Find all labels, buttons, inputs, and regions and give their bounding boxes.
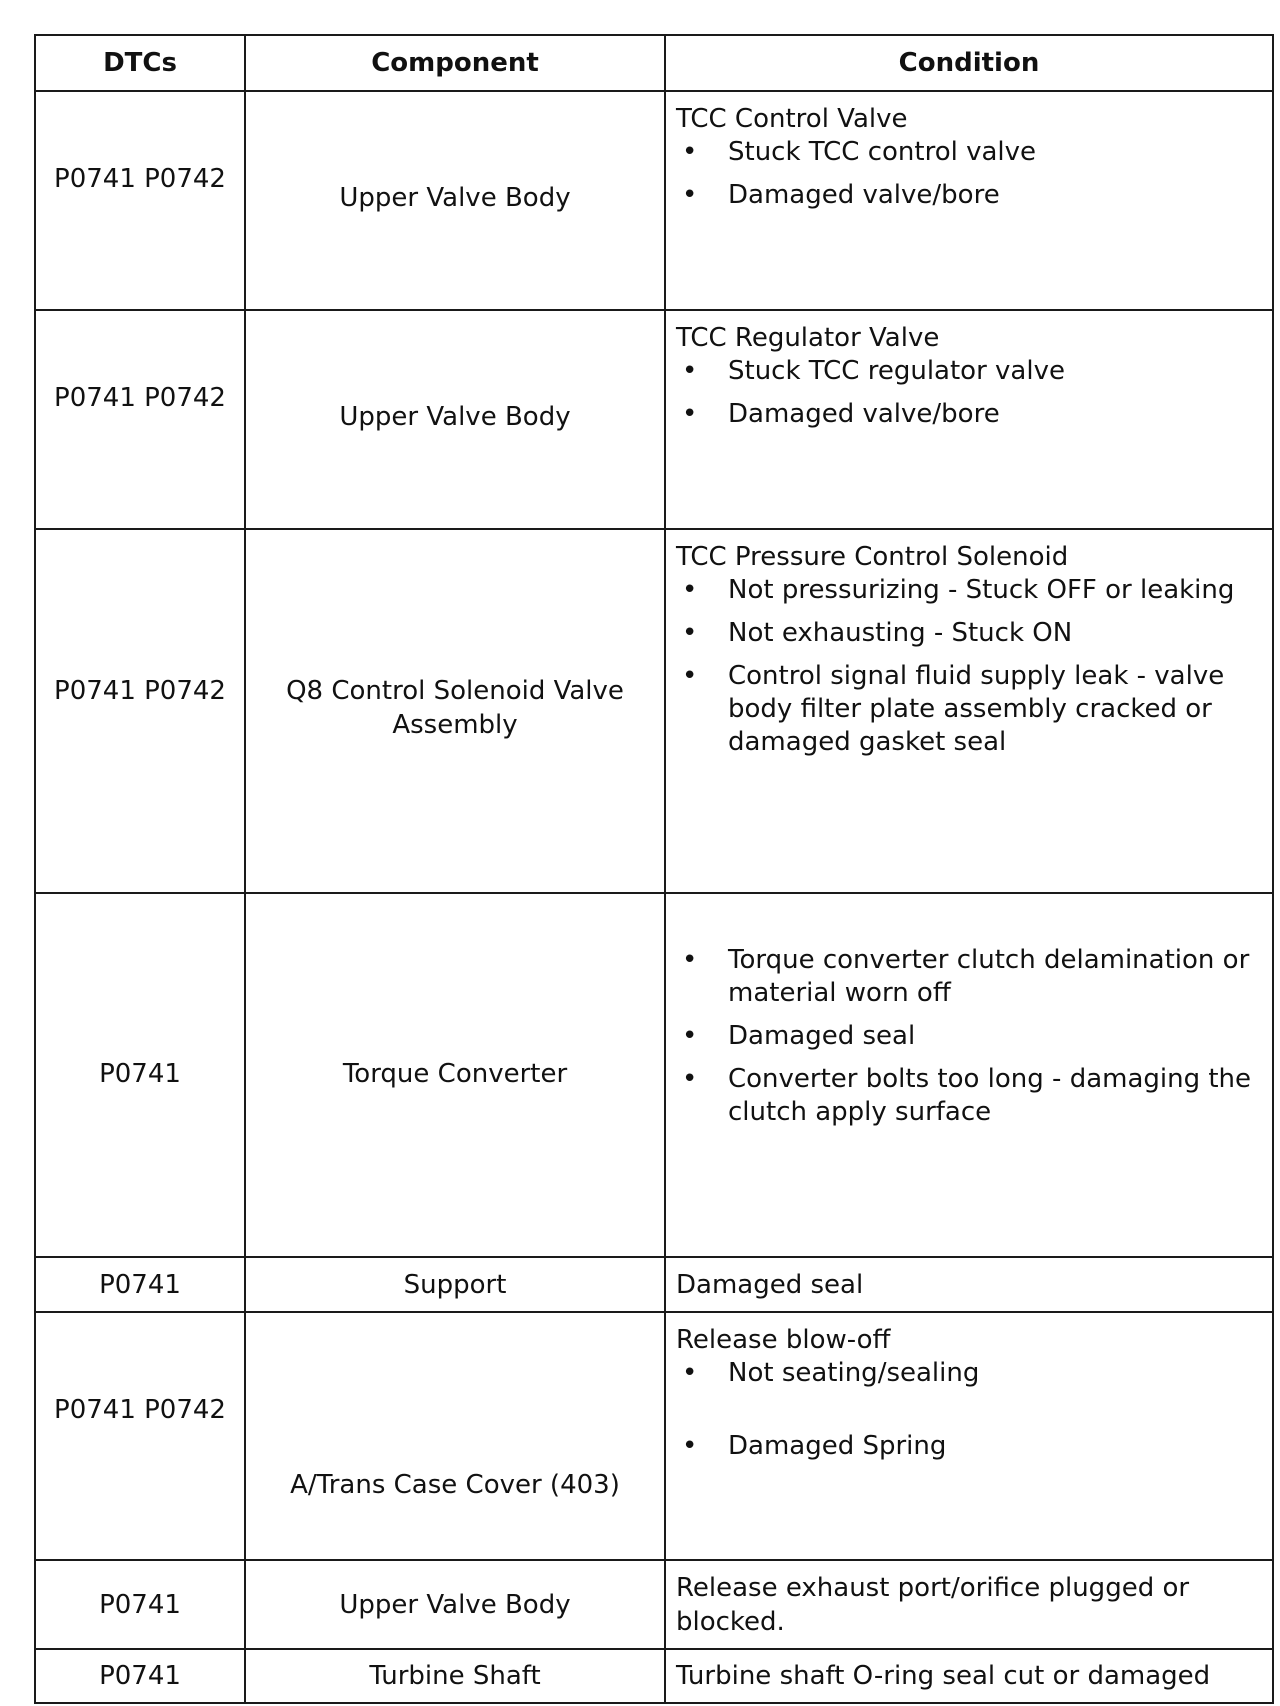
list-item-text: Control signal fluid supply leak - valve body filter plate assembly cracked or damaged gasket seal xyxy=(728,661,1225,757)
condition-cell xyxy=(665,91,1273,310)
dtcs-cell xyxy=(35,893,245,1257)
bullet-icon: • xyxy=(682,356,698,386)
list-item xyxy=(676,660,1264,759)
header-dtcs: DTCs xyxy=(35,35,245,91)
bullet-icon: • xyxy=(682,575,698,605)
list-item xyxy=(676,179,1264,212)
dtcs-cell xyxy=(35,91,245,310)
condition-cell xyxy=(665,1560,1273,1649)
list-item-text: Not pressurizing - Stuck OFF or leaking xyxy=(728,575,1235,605)
dtcs-text: P0741 P0742 xyxy=(54,164,226,194)
condition-cell xyxy=(665,1649,1273,1703)
bullet-icon: • xyxy=(682,661,698,691)
header-condition: Condition xyxy=(665,35,1273,91)
condition-heading: TCC Control Valve xyxy=(676,104,908,134)
list-item-text: Stuck TCC control valve xyxy=(728,137,1037,167)
list-item-text: Damaged valve/bore xyxy=(728,399,1000,429)
dtcs-text: P0741 xyxy=(99,1270,181,1300)
dtcs-text: P0741 P0742 xyxy=(54,676,226,706)
table-row xyxy=(35,1649,1273,1703)
list-item xyxy=(676,1357,1264,1390)
condition-list xyxy=(676,944,1264,1129)
dtcs-cell xyxy=(35,1649,245,1703)
component-text: Upper Valve Body xyxy=(339,402,571,432)
list-item-text: Damaged seal xyxy=(728,1021,916,1051)
condition-text: Damaged seal xyxy=(676,1270,864,1300)
component-cell xyxy=(245,529,665,893)
table-row xyxy=(35,310,1273,529)
condition-heading: Release blow-off xyxy=(676,1325,891,1355)
list-item xyxy=(676,398,1264,431)
condition-list xyxy=(676,1357,1264,1463)
list-item xyxy=(676,136,1264,169)
component-text: Turbine Shaft xyxy=(369,1661,541,1691)
list-item xyxy=(676,355,1264,388)
condition-list xyxy=(676,574,1264,759)
bullet-icon: • xyxy=(682,1358,698,1388)
table-row xyxy=(35,1257,1273,1312)
table-header-row xyxy=(35,35,1273,91)
list-item xyxy=(676,1063,1264,1129)
condition-heading: TCC Regulator Valve xyxy=(676,323,940,353)
condition-cell xyxy=(665,1257,1273,1312)
list-item xyxy=(676,617,1264,650)
bullet-icon: • xyxy=(682,1021,698,1051)
bullet-icon: • xyxy=(682,945,698,975)
list-item-text: Torque converter clutch delamination or material worn off xyxy=(728,945,1250,1008)
dtcs-text: P0741 xyxy=(99,1590,181,1620)
component-text: A/Trans Case Cover (403) xyxy=(290,1470,620,1500)
table-row xyxy=(35,893,1273,1257)
dtcs-text: P0741 P0742 xyxy=(54,383,226,413)
dtcs-cell xyxy=(35,529,245,893)
condition-text: Release exhaust port/orifice plugged or blocked. xyxy=(676,1573,1190,1637)
list-item xyxy=(676,574,1264,607)
list-item-text: Converter bolts too long - damaging the clutch apply surface xyxy=(728,1064,1252,1127)
list-item-text: Not seating/sealing xyxy=(728,1358,980,1388)
list-item-text: Damaged valve/bore xyxy=(728,180,1000,210)
bullet-icon: • xyxy=(682,618,698,648)
dtcs-cell xyxy=(35,1560,245,1649)
component-text: Torque Converter xyxy=(342,1059,568,1089)
component-text: Q8 Control Solenoid Valve Assembly xyxy=(286,676,624,740)
table-row xyxy=(35,91,1273,310)
dtcs-text: P0741 xyxy=(99,1661,181,1691)
component-cell xyxy=(245,310,665,529)
component-text: Upper Valve Body xyxy=(339,1590,571,1620)
component-text: Upper Valve Body xyxy=(339,183,571,213)
bullet-icon: • xyxy=(682,399,698,429)
component-cell xyxy=(245,1649,665,1703)
bullet-icon: • xyxy=(682,180,698,210)
component-cell xyxy=(245,1312,665,1560)
bullet-icon: • xyxy=(682,1431,698,1461)
header-component: Component xyxy=(245,35,665,91)
dtcs-cell xyxy=(35,310,245,529)
condition-cell xyxy=(665,893,1273,1257)
list-item-text: Not exhausting - Stuck ON xyxy=(728,618,1073,648)
condition-cell xyxy=(665,529,1273,893)
component-cell xyxy=(245,893,665,1257)
dtcs-text: P0741 xyxy=(99,1059,181,1089)
condition-cell xyxy=(665,1312,1273,1560)
table-row xyxy=(35,1560,1273,1649)
dtcs-cell xyxy=(35,1312,245,1560)
list-item xyxy=(676,944,1264,1010)
dtcs-cell xyxy=(35,1257,245,1312)
component-cell xyxy=(245,1560,665,1649)
component-cell xyxy=(245,1257,665,1312)
component-cell xyxy=(245,91,665,310)
list-item xyxy=(676,1020,1264,1053)
condition-list xyxy=(676,355,1264,431)
condition-list xyxy=(676,136,1264,212)
dtc-condition-table xyxy=(34,34,1274,1704)
condition-text: Turbine shaft O-ring seal cut or damaged xyxy=(676,1661,1211,1691)
list-item-text: Damaged Spring xyxy=(728,1431,947,1461)
bullet-icon: • xyxy=(682,1064,698,1094)
condition-cell xyxy=(665,310,1273,529)
component-text: Support xyxy=(403,1270,507,1300)
list-item-text: Stuck TCC regulator valve xyxy=(728,356,1065,386)
bullet-icon: • xyxy=(682,137,698,167)
dtcs-text: P0741 P0742 xyxy=(54,1395,226,1425)
condition-heading: TCC Pressure Control Solenoid xyxy=(676,542,1069,572)
table-row xyxy=(35,1312,1273,1560)
table-row xyxy=(35,529,1273,893)
list-item xyxy=(676,1430,1264,1463)
